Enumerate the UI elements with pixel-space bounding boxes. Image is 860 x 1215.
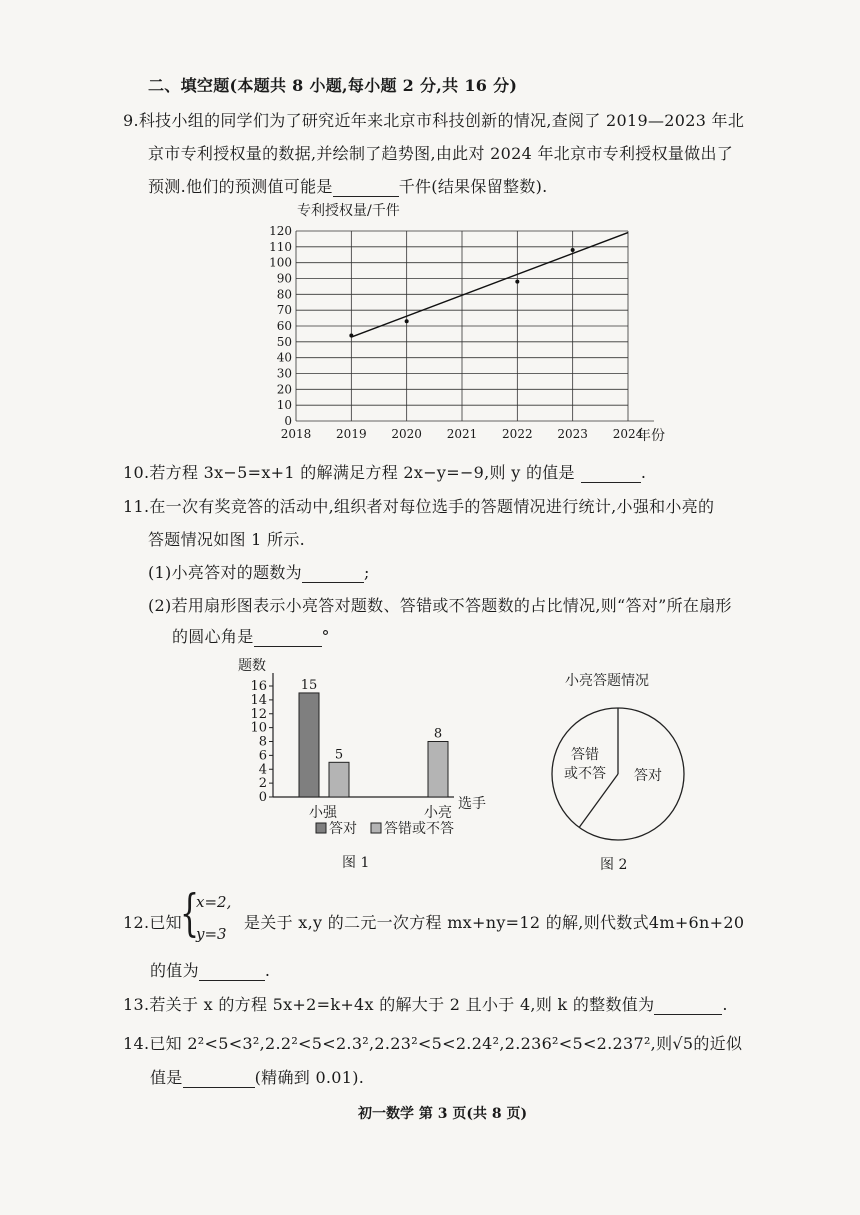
line-chart-xlabel: 年份 [637, 428, 665, 444]
y-tick-label: 70 [276, 303, 292, 318]
q10 [123, 460, 646, 483]
xiaoliang-pie-chart [528, 668, 718, 853]
q12-period: . [264, 961, 271, 980]
y-tick-label: 60 [276, 319, 292, 333]
y-tick-label: 6 [258, 748, 267, 764]
q13-period: . [722, 995, 728, 1014]
legend-swatch [371, 823, 381, 833]
y-tick-label: 50 [276, 334, 292, 349]
bar-chart-legend [316, 821, 454, 837]
x-tick-label: 2020 [391, 427, 422, 441]
bar [299, 693, 319, 797]
q14-line-2-end: (精确到 0.01). [254, 1068, 365, 1087]
q11-line-1: 11.在一次有奖竞答的活动中,组织者对每位选手的答题情况进行统计,小强和小亮的 [123, 497, 715, 516]
y-tick-label: 20 [276, 382, 292, 397]
y-tick-label: 10 [276, 398, 292, 413]
q13-text: 13.若关于 x 的方程 5x+2=k+4x 的解大于 2 且小于 4,则 k 的整数值为 [123, 995, 655, 1014]
y-tick-label: 0 [258, 790, 267, 805]
bar-chart-ylabel: 题数 [238, 658, 266, 674]
pie-slice-label: 答对 [634, 768, 662, 784]
y-tick-label: 90 [276, 271, 292, 286]
q11-part-1-text: (1)小亮答对的题数为 [148, 563, 302, 582]
x-tick-label: 2019 [336, 427, 367, 441]
figure-1-caption: 图 1 [342, 855, 370, 871]
q12-line-2 [150, 958, 270, 981]
q11-part-2-line-1: (2)若用扇形图表示小亮答对题数、答错或不答题数的占比情况,则“答对”所在扇形 [148, 596, 732, 615]
y-tick-label: 16 [250, 679, 267, 694]
q11-part-2-text: 的圆心角是 [172, 627, 254, 646]
bar [428, 742, 448, 798]
y-tick-label: 4 [258, 762, 267, 778]
q9-unit: 千件(结果保留整数). [398, 177, 548, 196]
q9-line-2: 京市专利授权量的数据,并绘制了趋势图,由此对 2024 年北京市专利授权量做出了 [148, 144, 734, 163]
section-title: 二、填空题(本题共 8 小题,每小题 2 分,共 16 分) [148, 76, 518, 95]
y-tick-label: 14 [250, 692, 267, 708]
x-tick-label: 2022 [502, 427, 533, 441]
y-tick-label: 40 [276, 350, 292, 365]
line-chart-x-ticks [281, 427, 644, 441]
data-point [515, 280, 519, 284]
y-tick-label: 80 [276, 287, 292, 302]
bar [329, 762, 349, 797]
q14-line-1: 14.已知 2²<5<3²,2.2²<5<2.3²,2.23²<5<2.24²,2.236²<5<2.237²,则√5的近似 [123, 1034, 743, 1053]
x-tick-label: 2023 [557, 427, 588, 441]
left-brace-icon: { [180, 884, 200, 942]
pie-chart-slices [552, 708, 684, 840]
pie-slice-label: 答错 [571, 747, 599, 763]
bar-chart-categories [309, 805, 452, 821]
q9-prompt: 预测.他们的预测值可能是 [148, 177, 333, 196]
q11-part-2-blank[interactable] [254, 628, 322, 647]
q13 [123, 992, 728, 1015]
x-tick-label: 2021 [446, 427, 478, 441]
q12-answer-blank[interactable] [199, 962, 265, 981]
line-chart-grid [296, 231, 654, 421]
q12-system-row-1: x=2, [196, 893, 232, 911]
q11-degree: ° [321, 627, 330, 646]
q10-answer-blank[interactable] [581, 464, 641, 483]
figure-2-caption: 图 2 [600, 857, 628, 873]
q14-answer-blank[interactable] [183, 1069, 255, 1088]
y-tick-label: 10 [250, 720, 267, 736]
y-tick-label: 12 [250, 706, 267, 722]
pie-divider [579, 774, 618, 827]
q12-suffix: 是关于 x,y 的二元一次方程 mx+ny=12 的解,则代数式4m+6n+20 [244, 913, 745, 932]
bar-value-label: 5 [334, 747, 344, 763]
q9-line-3 [148, 174, 548, 197]
data-point [405, 319, 409, 323]
category-label: 小强 [309, 805, 337, 821]
q12-system-row-2: y=3 [196, 925, 227, 943]
y-tick-label: 100 [269, 255, 292, 270]
page-footer: 初一数学 第 3 页(共 8 页) [358, 1106, 528, 1122]
data-point [349, 334, 353, 338]
q11-line-2: 答题情况如图 1 所示. [148, 530, 306, 549]
q11-part-1-blank[interactable] [302, 564, 364, 583]
q13-answer-blank[interactable] [654, 996, 722, 1015]
y-tick-label: 8 [258, 734, 267, 750]
bar-value-label: 15 [300, 677, 318, 693]
y-tick-label: 0 [284, 414, 292, 428]
q12-prefix: 12.已知 [123, 913, 182, 932]
x-tick-label: 2018 [280, 427, 312, 441]
bar-chart-bars [299, 678, 448, 797]
q14-line-2-text: 值是 [150, 1068, 183, 1087]
q14-line-2 [150, 1065, 364, 1088]
q9-answer-blank[interactable] [333, 178, 399, 197]
y-tick-label: 110 [269, 239, 292, 254]
data-point [571, 248, 575, 252]
q10-text: 10.若方程 3x−5=x+1 的解满足方程 2x−y=−9,则 y 的值是 [123, 463, 575, 482]
q10-period: . [640, 463, 647, 482]
trend-line [351, 233, 628, 337]
q11-part-1-end: ; [363, 563, 370, 582]
y-tick-label: 2 [258, 776, 267, 792]
legend-label: 答错或不答 [384, 821, 454, 837]
legend-label: 答对 [329, 821, 357, 837]
pie-chart-title: 小亮答题情况 [565, 673, 649, 689]
bar-chart-y-ticks [250, 679, 273, 805]
q12-line-2-text: 的值为 [150, 961, 199, 980]
patent-trend-chart [265, 200, 685, 445]
category-label: 小亮 [424, 805, 452, 821]
q11-part-1 [148, 560, 370, 583]
q11-part-2-line-2 [172, 624, 330, 647]
pie-slice-label: 或不答 [564, 766, 606, 782]
answer-bar-chart [228, 655, 508, 845]
y-tick-label: 120 [269, 224, 292, 238]
line-chart-ylabel: 专利授权量/千件 [297, 203, 400, 219]
bar-value-label: 8 [433, 726, 443, 742]
legend-swatch [316, 823, 326, 833]
line-chart-series [349, 233, 628, 338]
y-tick-label: 30 [276, 366, 292, 381]
x-tick-label: 2024 [612, 427, 644, 441]
line-chart-y-ticks [269, 224, 292, 428]
q9-line-1: 9.科技小组的同学们为了研究近年来北京市科技创新的情况,查阅了 2019—2023 年北 [123, 111, 745, 130]
bar-chart-xlabel: 选手 [458, 796, 486, 812]
